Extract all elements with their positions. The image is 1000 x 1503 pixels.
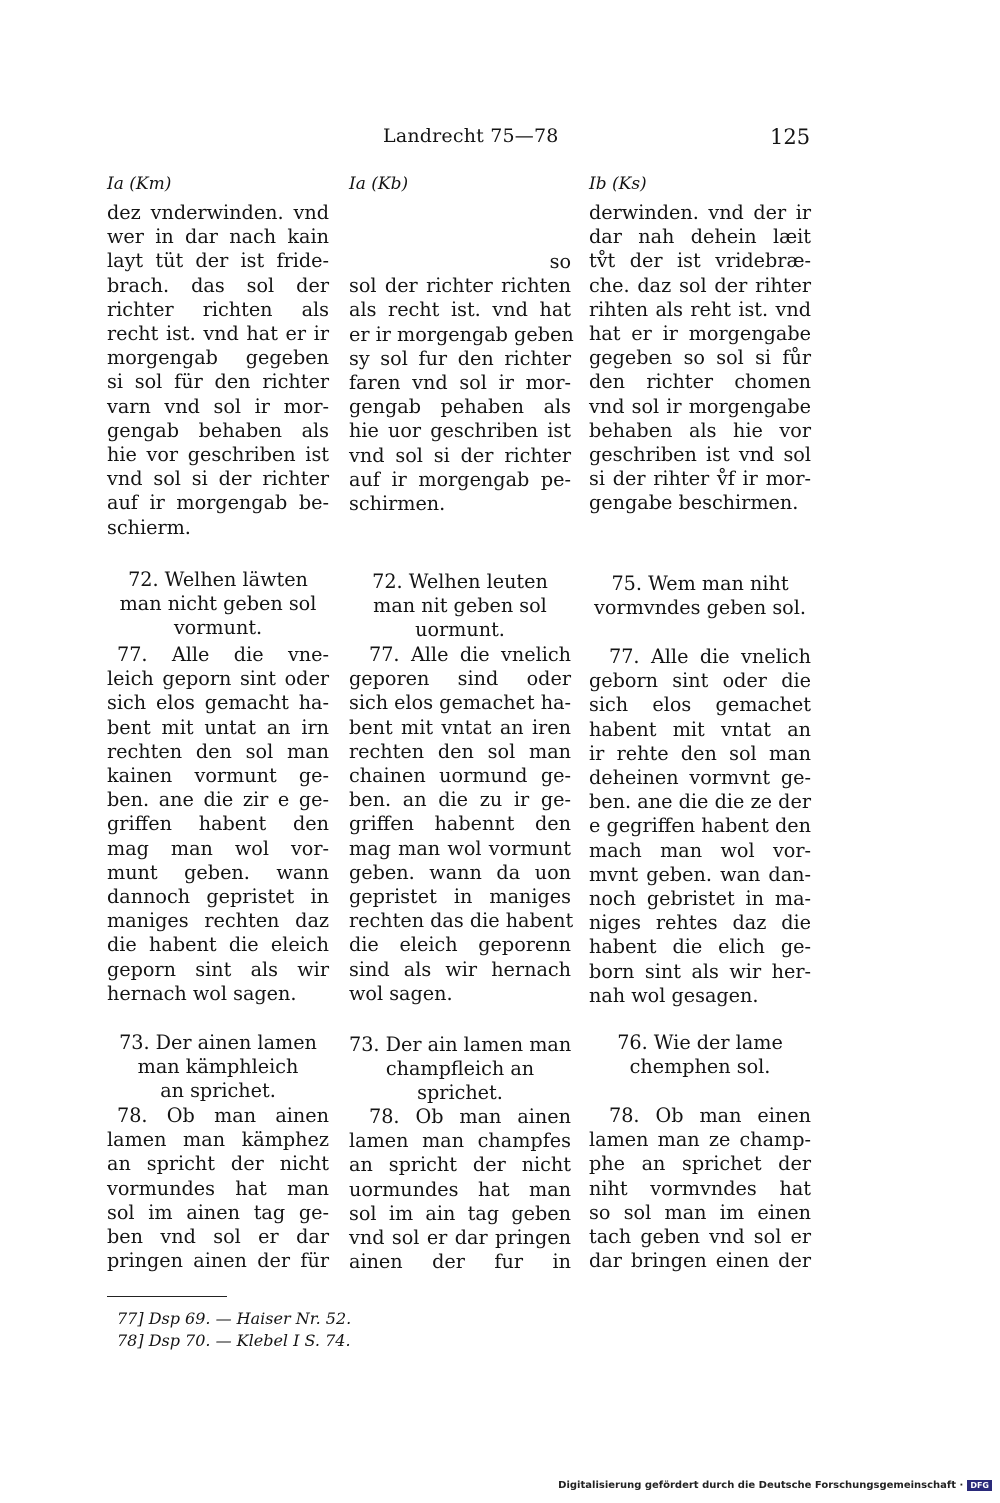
text-line: uormundes hat man bbox=[349, 1177, 571, 1201]
text-line: si sol für den richter bbox=[107, 370, 329, 394]
text-line: den richter chomen bbox=[589, 370, 811, 394]
text-line: dez vnderwinden. vnd bbox=[107, 201, 329, 224]
text-line: er ir morgengab geben bbox=[349, 322, 574, 346]
text-line: 78. Ob man ainen bbox=[117, 1104, 329, 1127]
text-line: gengab pehaben als bbox=[349, 395, 571, 419]
heading-line: champfleich an bbox=[385, 1057, 535, 1081]
text-line: hie uor geschriben ist bbox=[349, 419, 571, 443]
heading-line: vormunt. bbox=[173, 616, 263, 640]
text-line: griffen habennt den bbox=[349, 812, 571, 836]
text-line: 77. Alle die vne- bbox=[117, 643, 329, 666]
heading-line: man nit geben sol bbox=[373, 594, 547, 618]
text-line: die eleich geporenn bbox=[349, 933, 571, 957]
text-line: vnd sol si der richter bbox=[349, 443, 571, 467]
text-line: rechten den sol man bbox=[107, 739, 329, 763]
text-line: sind als wir hernach bbox=[349, 957, 571, 981]
text-line: sy sol fur den richter bbox=[349, 346, 571, 370]
text-line: 77. Alle die vnelich bbox=[369, 643, 571, 666]
text-line: maniges rechten daz bbox=[107, 909, 329, 933]
text-line: sich elos gemachet ha- bbox=[349, 691, 571, 715]
text-line: rihten als reht ist. vnd bbox=[589, 297, 811, 321]
text-line: die habent die eleich bbox=[107, 933, 329, 957]
text-line: dar nah dehein læit bbox=[589, 225, 811, 249]
text-line: sol im ain tag geben bbox=[349, 1201, 571, 1225]
text-line: chainen uormund ge- bbox=[349, 764, 571, 788]
heading-line: 72. Welhen leuten bbox=[372, 570, 548, 593]
text-line: so sol man im einen bbox=[589, 1200, 811, 1224]
text-line: gengabe beschirmen. bbox=[589, 491, 799, 515]
heading-line: an sprichet. bbox=[160, 1079, 276, 1103]
heading-line: 75. Wem man niht bbox=[611, 572, 789, 595]
section-76-heading bbox=[589, 1031, 811, 1079]
text-line: ainen der fur in bbox=[349, 1250, 571, 1274]
text-line: born sint als wir her- bbox=[589, 959, 811, 983]
section-77-text bbox=[589, 645, 811, 1008]
text-line: e gegriffen habent den bbox=[589, 814, 811, 838]
text-line: geborn sint oder die bbox=[589, 669, 811, 693]
text-line: sich elos gemachet bbox=[589, 693, 811, 717]
text-line: vnd sol er dar pringen bbox=[349, 1226, 571, 1250]
section-72-heading bbox=[349, 570, 571, 643]
text-line: mvnt geben. wan dan- bbox=[589, 862, 811, 886]
running-title: Landrecht 75—78 bbox=[383, 125, 559, 147]
heading-line: 76. Wie der lame bbox=[617, 1031, 783, 1054]
footnote-77: 77] Dsp 69. — Haiser Nr. 52. bbox=[117, 1309, 352, 1328]
text-line: an spricht der nicht bbox=[349, 1153, 571, 1177]
text-line: 78. Ob man einen bbox=[609, 1104, 811, 1127]
text-line: vormundes hat man bbox=[107, 1176, 329, 1200]
text-line: lamen man champfes bbox=[349, 1129, 571, 1153]
digitization-credit bbox=[558, 1480, 992, 1491]
section-77-text bbox=[107, 643, 329, 1006]
text-line: richter richten als bbox=[107, 297, 329, 321]
text-line: lamen man ze champ- bbox=[589, 1128, 811, 1152]
text-line: schirmen. bbox=[349, 492, 446, 516]
text-line: rechten den sol man bbox=[349, 739, 571, 763]
text-line: morgengab gegeben bbox=[107, 346, 329, 370]
intro-text bbox=[589, 201, 811, 516]
text-line: bent mit vntat an iren bbox=[349, 715, 571, 739]
heading-line: vormvndes geben sol. bbox=[594, 596, 806, 620]
text-line: habent die elich ge- bbox=[589, 935, 811, 959]
section-77-text bbox=[349, 643, 574, 1006]
text-line: mag man wol vormunt bbox=[349, 836, 571, 860]
section-72-heading bbox=[107, 568, 329, 641]
heading-line: 73. Der ain lamen man bbox=[349, 1033, 572, 1056]
text-line: hernach wol sagen. bbox=[107, 981, 297, 1005]
text-line: hie vor geschriben ist bbox=[107, 443, 329, 467]
text-line: nah wol gesagen. bbox=[589, 983, 759, 1007]
heading-line: uormunt. bbox=[415, 618, 505, 642]
text-line: brach. das sol der bbox=[107, 273, 329, 297]
text-line: recht ist. vnd hat er ir bbox=[107, 322, 329, 346]
text-line: so bbox=[549, 250, 571, 273]
text-line: ben. an die zu ir ge- bbox=[349, 788, 571, 812]
text-line: sol im ainen tag ge- bbox=[107, 1200, 329, 1224]
text-line: geschriben ist vnd sol bbox=[589, 443, 811, 467]
footnote-rule bbox=[107, 1296, 227, 1297]
text-line: wol sagen. bbox=[349, 981, 453, 1005]
text-line: kainen vormunt ge- bbox=[107, 764, 329, 788]
text-line: auf ir morgengab pe- bbox=[349, 467, 571, 491]
section-73-heading bbox=[349, 1033, 571, 1106]
text-line: 78. Ob man ainen bbox=[369, 1105, 571, 1128]
intro-text bbox=[349, 250, 574, 516]
text-line: habent mit vntat an bbox=[589, 717, 811, 741]
witness-label: Ia (Km) bbox=[107, 174, 172, 194]
text-line: sich elos gemacht ha- bbox=[107, 691, 329, 715]
text-line: gengab behaben als bbox=[107, 418, 329, 442]
heading-line: sprichet. bbox=[417, 1081, 503, 1105]
text-line: gegeben so sol si fůr bbox=[589, 346, 811, 370]
text-line: bent mit untat an irn bbox=[107, 715, 329, 739]
heading-line: man nicht geben sol bbox=[119, 592, 317, 616]
text-line: ir rehte den sol man bbox=[589, 741, 811, 765]
heading-line: chemphen sol. bbox=[629, 1055, 771, 1079]
text-line: schierm. bbox=[107, 515, 191, 539]
credit-text: Digitalisierung gefördert durch die Deutsche Forschungsgemeinschaft · bbox=[558, 1480, 964, 1491]
text-line: griffen habent den bbox=[107, 812, 329, 836]
text-line: als recht ist. vnd hat bbox=[349, 298, 571, 322]
text-line: rechten das die habent bbox=[349, 909, 574, 933]
text-line: che. daz sol der rihter bbox=[589, 273, 811, 297]
text-line: mag man wol vor- bbox=[107, 836, 329, 860]
text-line: geben. wann da uon bbox=[349, 860, 571, 884]
text-line: derwinden. vnd der ir bbox=[589, 201, 811, 224]
text-line: niht vormvndes hat bbox=[589, 1176, 811, 1200]
text-line: pringen ainen der für bbox=[107, 1249, 329, 1273]
text-line: behaben als hie vor bbox=[589, 418, 811, 442]
text-line: sol der richter richten bbox=[349, 274, 571, 298]
text-line: ben. ane die zir e ge- bbox=[107, 788, 329, 812]
text-line: geporen sind oder bbox=[349, 667, 571, 691]
text-line: wer in dar nach kain bbox=[107, 225, 329, 249]
section-78-text bbox=[349, 1105, 571, 1274]
text-line: munt geben. wann bbox=[107, 860, 329, 884]
text-line: varn vnd sol ir mor- bbox=[107, 394, 329, 418]
dfg-logo: DFG bbox=[967, 1480, 992, 1491]
heading-line: 72. Welhen läwten bbox=[128, 568, 308, 591]
text-line: deheinen vormvnt ge- bbox=[589, 766, 811, 790]
text-line: vnd sol si der richter bbox=[107, 467, 329, 491]
text-line: geporn sint als wir bbox=[107, 957, 329, 981]
text-line: layt tüt der ist fride- bbox=[107, 249, 329, 273]
text-line: niges rehtes daz die bbox=[589, 911, 811, 935]
text-line: dar bringen einen der bbox=[589, 1249, 811, 1273]
heading-line: man kämphleich bbox=[137, 1055, 299, 1079]
text-line: faren vnd sol ir mor- bbox=[349, 371, 571, 395]
text-line: ben. ane die die ze der bbox=[589, 790, 811, 814]
text-line: tach geben vnd sol er bbox=[589, 1225, 811, 1249]
text-line: vnd sol ir morgengabe bbox=[589, 394, 811, 418]
witness-label: Ia (Kb) bbox=[349, 174, 409, 194]
text-line: noch gebristet in ma- bbox=[589, 887, 811, 911]
text-line: an spricht der nicht bbox=[107, 1152, 329, 1176]
section-78-text bbox=[589, 1104, 811, 1273]
section-75-heading bbox=[589, 572, 811, 620]
section-73-heading bbox=[107, 1031, 329, 1104]
heading-line: 73. Der ainen lamen bbox=[119, 1031, 317, 1054]
text-line: 77. Alle die vnelich bbox=[609, 645, 811, 668]
witness-label: Ib (Ks) bbox=[589, 174, 647, 194]
text-line: phe an sprichet der bbox=[589, 1152, 811, 1176]
footnote-78: 78] Dsp 70. — Klebel I S. 74. bbox=[117, 1331, 351, 1350]
text-line: hat er ir morgengabe bbox=[589, 322, 811, 346]
text-line: tv̊t der ist vridebræ- bbox=[589, 249, 811, 273]
page-number: 125 bbox=[770, 125, 811, 149]
text-line: mach man wol vor- bbox=[589, 838, 811, 862]
intro-text bbox=[107, 201, 329, 540]
text-line: gepristet in maniges bbox=[349, 885, 571, 909]
text-line: ben vnd sol er dar bbox=[107, 1225, 329, 1249]
text-line: auf ir morgengab be- bbox=[107, 491, 329, 515]
text-line: lamen man kämphez bbox=[107, 1128, 329, 1152]
text-line: si der rihter v̊f ir mor- bbox=[589, 467, 811, 491]
text-line: leich geporn sint oder bbox=[107, 667, 329, 691]
text-line: dannoch gepristet in bbox=[107, 885, 329, 909]
section-78-text bbox=[107, 1104, 329, 1273]
